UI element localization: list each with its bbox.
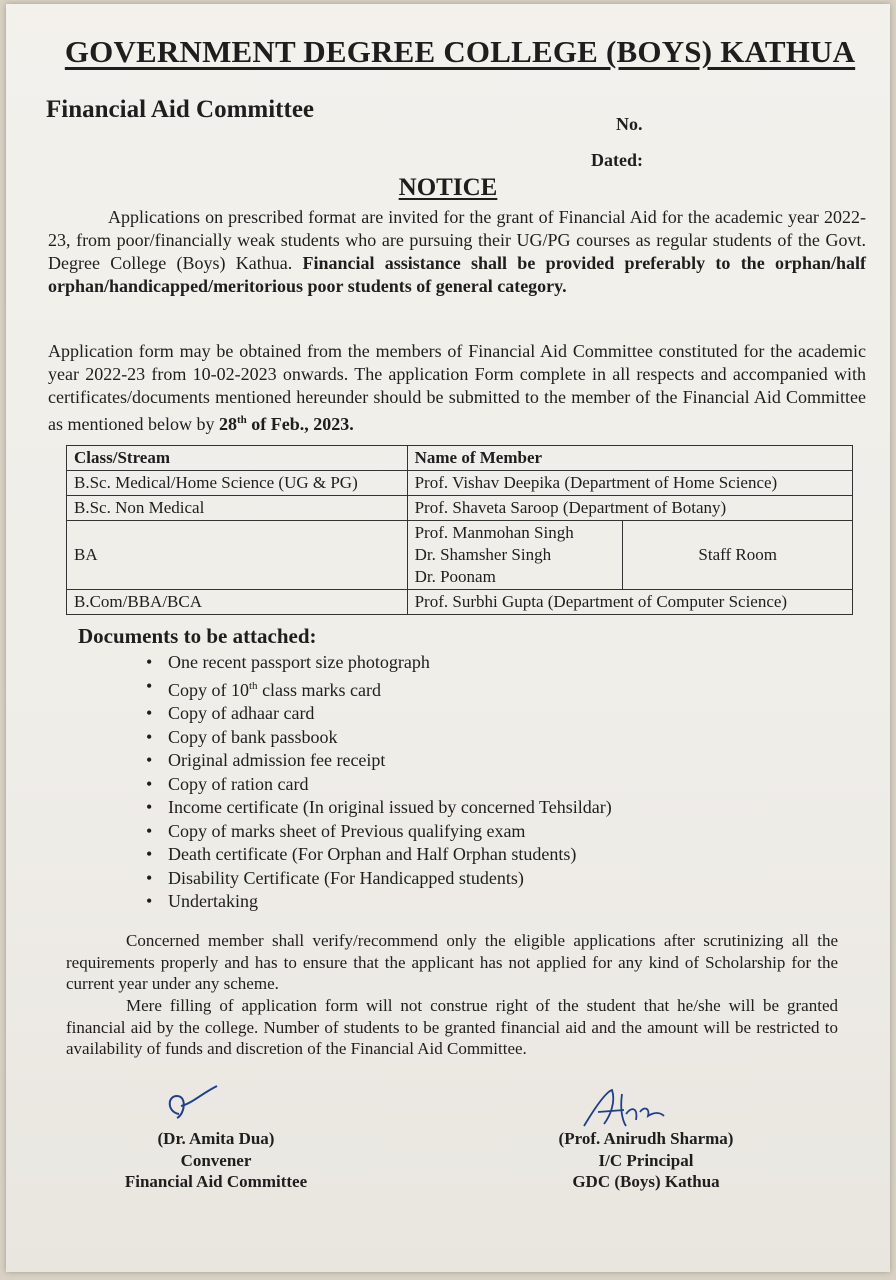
signatory-org: GDC (Boys) Kathua (572, 1172, 720, 1191)
member-cell: Prof. Surbhi Gupta (Department of Computer Science) (407, 590, 852, 615)
member-cell: Prof. Vishav Deepika (Department of Home Science) (407, 471, 852, 496)
list-item: • Death certificate (For Orphan and Half Orphan students) (146, 843, 612, 867)
list-item: • Copy of marks sheet of Previous qualifying exam (146, 820, 612, 844)
paragraph-application-text: Application form may be obtained from the members of Financial Aid Committee constituted for the academic year 2022-23 from 10-02-2023 onwards. The application Form complete in all respects and accompanied with certificates/documents mentioned hereunder should be submitted to the member of the Financial Aid Committee as mentioned below by (48, 341, 866, 434)
table-row (67, 496, 853, 521)
paragraph-application (48, 340, 866, 436)
list-item: • One recent passport size photograph (146, 651, 612, 675)
table-row (67, 590, 853, 615)
table-row (67, 471, 853, 496)
list-item: • Original admission fee receipt (146, 749, 612, 773)
documents-list (146, 651, 612, 914)
stream-cell: B.Sc. Non Medical (67, 496, 408, 521)
paragraph-verification: Concerned member shall verify/recommend only the eligible applications after scrutinizing all the requirements properly and has to ensure that the applicant has not applied for any kind of Scholarship for the current year under any scheme. (66, 931, 838, 993)
reference-number-label: No. (616, 114, 643, 134)
notice-heading: NOTICE (398, 174, 498, 201)
convener-signature (161, 1084, 231, 1128)
member-name: Dr. Shamsher Singh (414, 545, 552, 564)
paragraph-disclaimer: Mere filling of application form will not construe right of the student that he/she will be granted financial aid by the college. Number of students to be granted financial aid and the amount will be restricted to availability of funds and discretion of the Financial Aid Committee. (66, 996, 838, 1058)
signatory-role: Convener (180, 1150, 252, 1170)
signatory-right (526, 1128, 766, 1193)
col-header-class-stream: Class/Stream (67, 446, 408, 471)
stream-cell: B.Sc. Medical/Home Science (UG & PG) (67, 471, 408, 496)
committee-members-table (66, 445, 853, 615)
paragraph-invitation-bold: Financial assistance shall be provided preferably to the orphan/half orphan/handicapped/meritorious poor students of general category. (48, 253, 866, 296)
location-cell: Staff Room (623, 521, 853, 590)
college-title: GOVERNMENT DEGREE COLLEGE (BOYS) KATHUA (64, 34, 856, 69)
list-item: • Copy of ration card (146, 773, 612, 797)
member-cell-multi (407, 521, 623, 590)
list-item: • Copy of adhaar card (146, 702, 612, 726)
paragraph-invitation (48, 206, 866, 298)
signatory-left (106, 1128, 326, 1193)
committee-name: Financial Aid Committee (46, 96, 315, 123)
col-header-member: Name of Member (407, 446, 852, 471)
stream-cell: BA (67, 521, 408, 590)
list-item: • Copy of bank passbook (146, 726, 612, 750)
paragraph-invitation-text: Applications on prescribed format are invited for the grant of Financial Aid for the academic year 2022-23, from poor/financially weak students who are pursuing their UG/PG courses as regular students of the Govt. Degree College (Boys) Kathua. (48, 207, 866, 273)
list-item: • Disability Certificate (For Handicapped students) (146, 867, 612, 891)
member-cell: Prof. Shaveta Saroop (Department of Botany) (407, 496, 852, 521)
table-header-row (67, 446, 853, 471)
documents-heading: Documents to be attached: (78, 624, 317, 648)
list-item: • Undertaking (146, 890, 612, 914)
table-row (67, 521, 853, 590)
signatory-name: (Prof. Anirudh Sharma) (558, 1129, 734, 1148)
stream-cell: B.Com/BBA/BCA (67, 590, 408, 615)
member-name: Prof. Manmohan Singh (414, 523, 574, 542)
notice-paper (6, 4, 890, 1272)
deadline-date: 28th of Feb., 2023. (218, 414, 354, 434)
signatory-org: Financial Aid Committee (124, 1172, 308, 1191)
list-item: • Income certificate (In original issued by concerned Tehsildar) (146, 796, 612, 820)
list-item: • Copy of 10th class marks card (146, 675, 612, 703)
signatory-name: (Dr. Amita Dua) (157, 1129, 275, 1148)
dated-label: Dated: (591, 150, 643, 170)
member-name: Dr. Poonam (414, 567, 496, 586)
signatory-role: I/C Principal (598, 1150, 694, 1170)
